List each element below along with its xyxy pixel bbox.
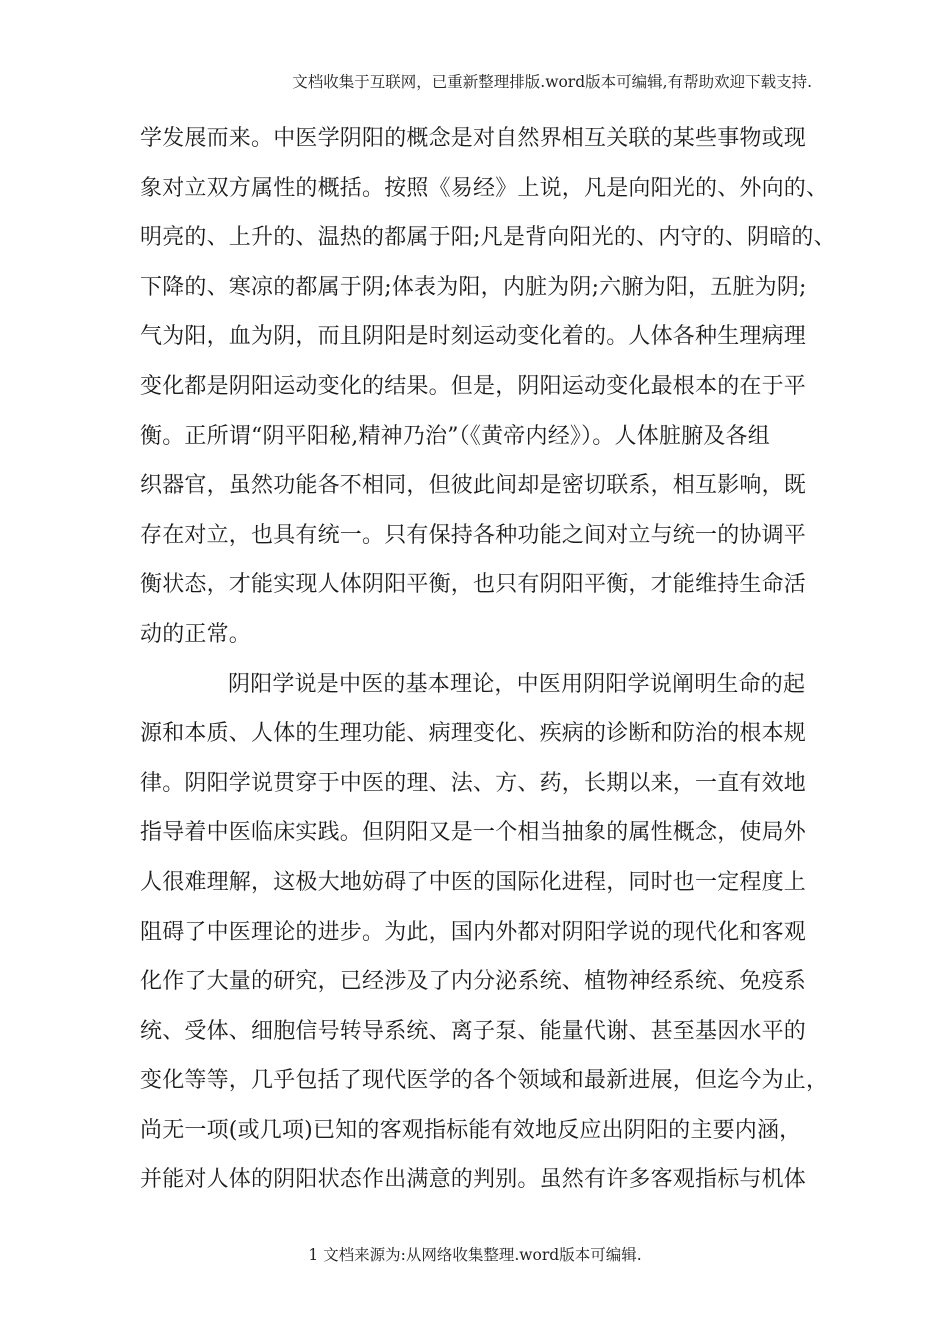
text-line: 化作了大量的研究，已经涉及了内分泌系统、植物神经系统、免疫系 <box>140 969 807 995</box>
text-line: 并能对人体的阴阳状态作出满意的判别。虽然有许多客观指标与机体 <box>140 1167 807 1193</box>
text-line: 变化都是阴阳运动变化的结果。但是，阴阳运动变化最根本的在于平 <box>140 373 807 399</box>
text-line: 动的正常。 <box>140 621 252 647</box>
text-line: 统、受体、细胞信号转导系统、离子泵、能量代谢、甚至基因水平的 <box>140 1018 807 1044</box>
body-text <box>140 120 836 1211</box>
text-line: 气为阳，血为阴，而且阴阳是时刻运动变化着的。人体各种生理病理 <box>140 324 807 350</box>
text-line: 指导着中医临床实践。但阴阳又是一个相当抽象的属性概念，使局外 <box>140 820 807 846</box>
text-line: 明亮的、上升的、温热的都属于阳;凡是背向阳光的、内守的、阴暗的、 <box>140 225 836 251</box>
text-line: 存在对立，也具有统一。只有保持各种功能之间对立与统一的协调平 <box>140 522 807 548</box>
page-number: 1 <box>308 1246 319 1264</box>
page-footer <box>0 1243 950 1265</box>
paragraph-start-line: 阴阳学说是中医的基本理论，中医用阴阳学说阐明生命的起 <box>228 671 806 697</box>
text-line: 人很难理解，这极大地妨碍了中医的国际化进程，同时也一定程度上 <box>140 869 807 895</box>
text-line: 学发展而来。中医学阴阳的概念是对自然界相互关联的某些事物或现 <box>140 126 807 151</box>
text-line: 阻碍了中医理论的进步。为此，国内外都对阴阳学说的现代化和客观 <box>140 919 807 945</box>
text-line: 织器官，虽然功能各不相同，但彼此间却是密切联系，相互影响，既 <box>140 473 807 499</box>
text-line: 衡状态，才能实现人体阴阳平衡，也只有阴阳平衡，才能维持生命活 <box>140 572 807 598</box>
footer-text: 文档来源为:从网络收集整理.word版本可编辑. <box>323 1246 642 1264</box>
text-line: 象对立双方属性的概括。按照《易经》上说，凡是向阳光的、外向的、 <box>140 175 829 201</box>
text-line: 衡。正所谓“阴平阳秘,精神乃治”（《黄帝内经》）。人体脏腑及各组 <box>140 423 770 449</box>
text-line: 律。阴阳学说贯穿于中医的理、法、方、药，长期以来，一直有效地 <box>140 770 807 796</box>
text-line: 源和本质、人体的生理功能、病理变化、疾病的诊断和防治的根本规 <box>140 721 807 747</box>
page-header: 文档收集于互联网，已重新整理排版.word版本可编辑,有帮助欢迎下载支持. <box>292 73 812 91</box>
text-line: 变化等等，几乎包括了现代医学的各个领域和最新进展，但迄今为止， <box>140 1068 829 1094</box>
text-line: 尚无一项(或几项)已知的客观指标能有效地反应出阴阳的主要内涵， <box>140 1117 802 1143</box>
text-line: 下降的、寒凉的都属于阴;体表为阳，内脏为阴;六腑为阳，五脏为阴; <box>140 274 807 300</box>
